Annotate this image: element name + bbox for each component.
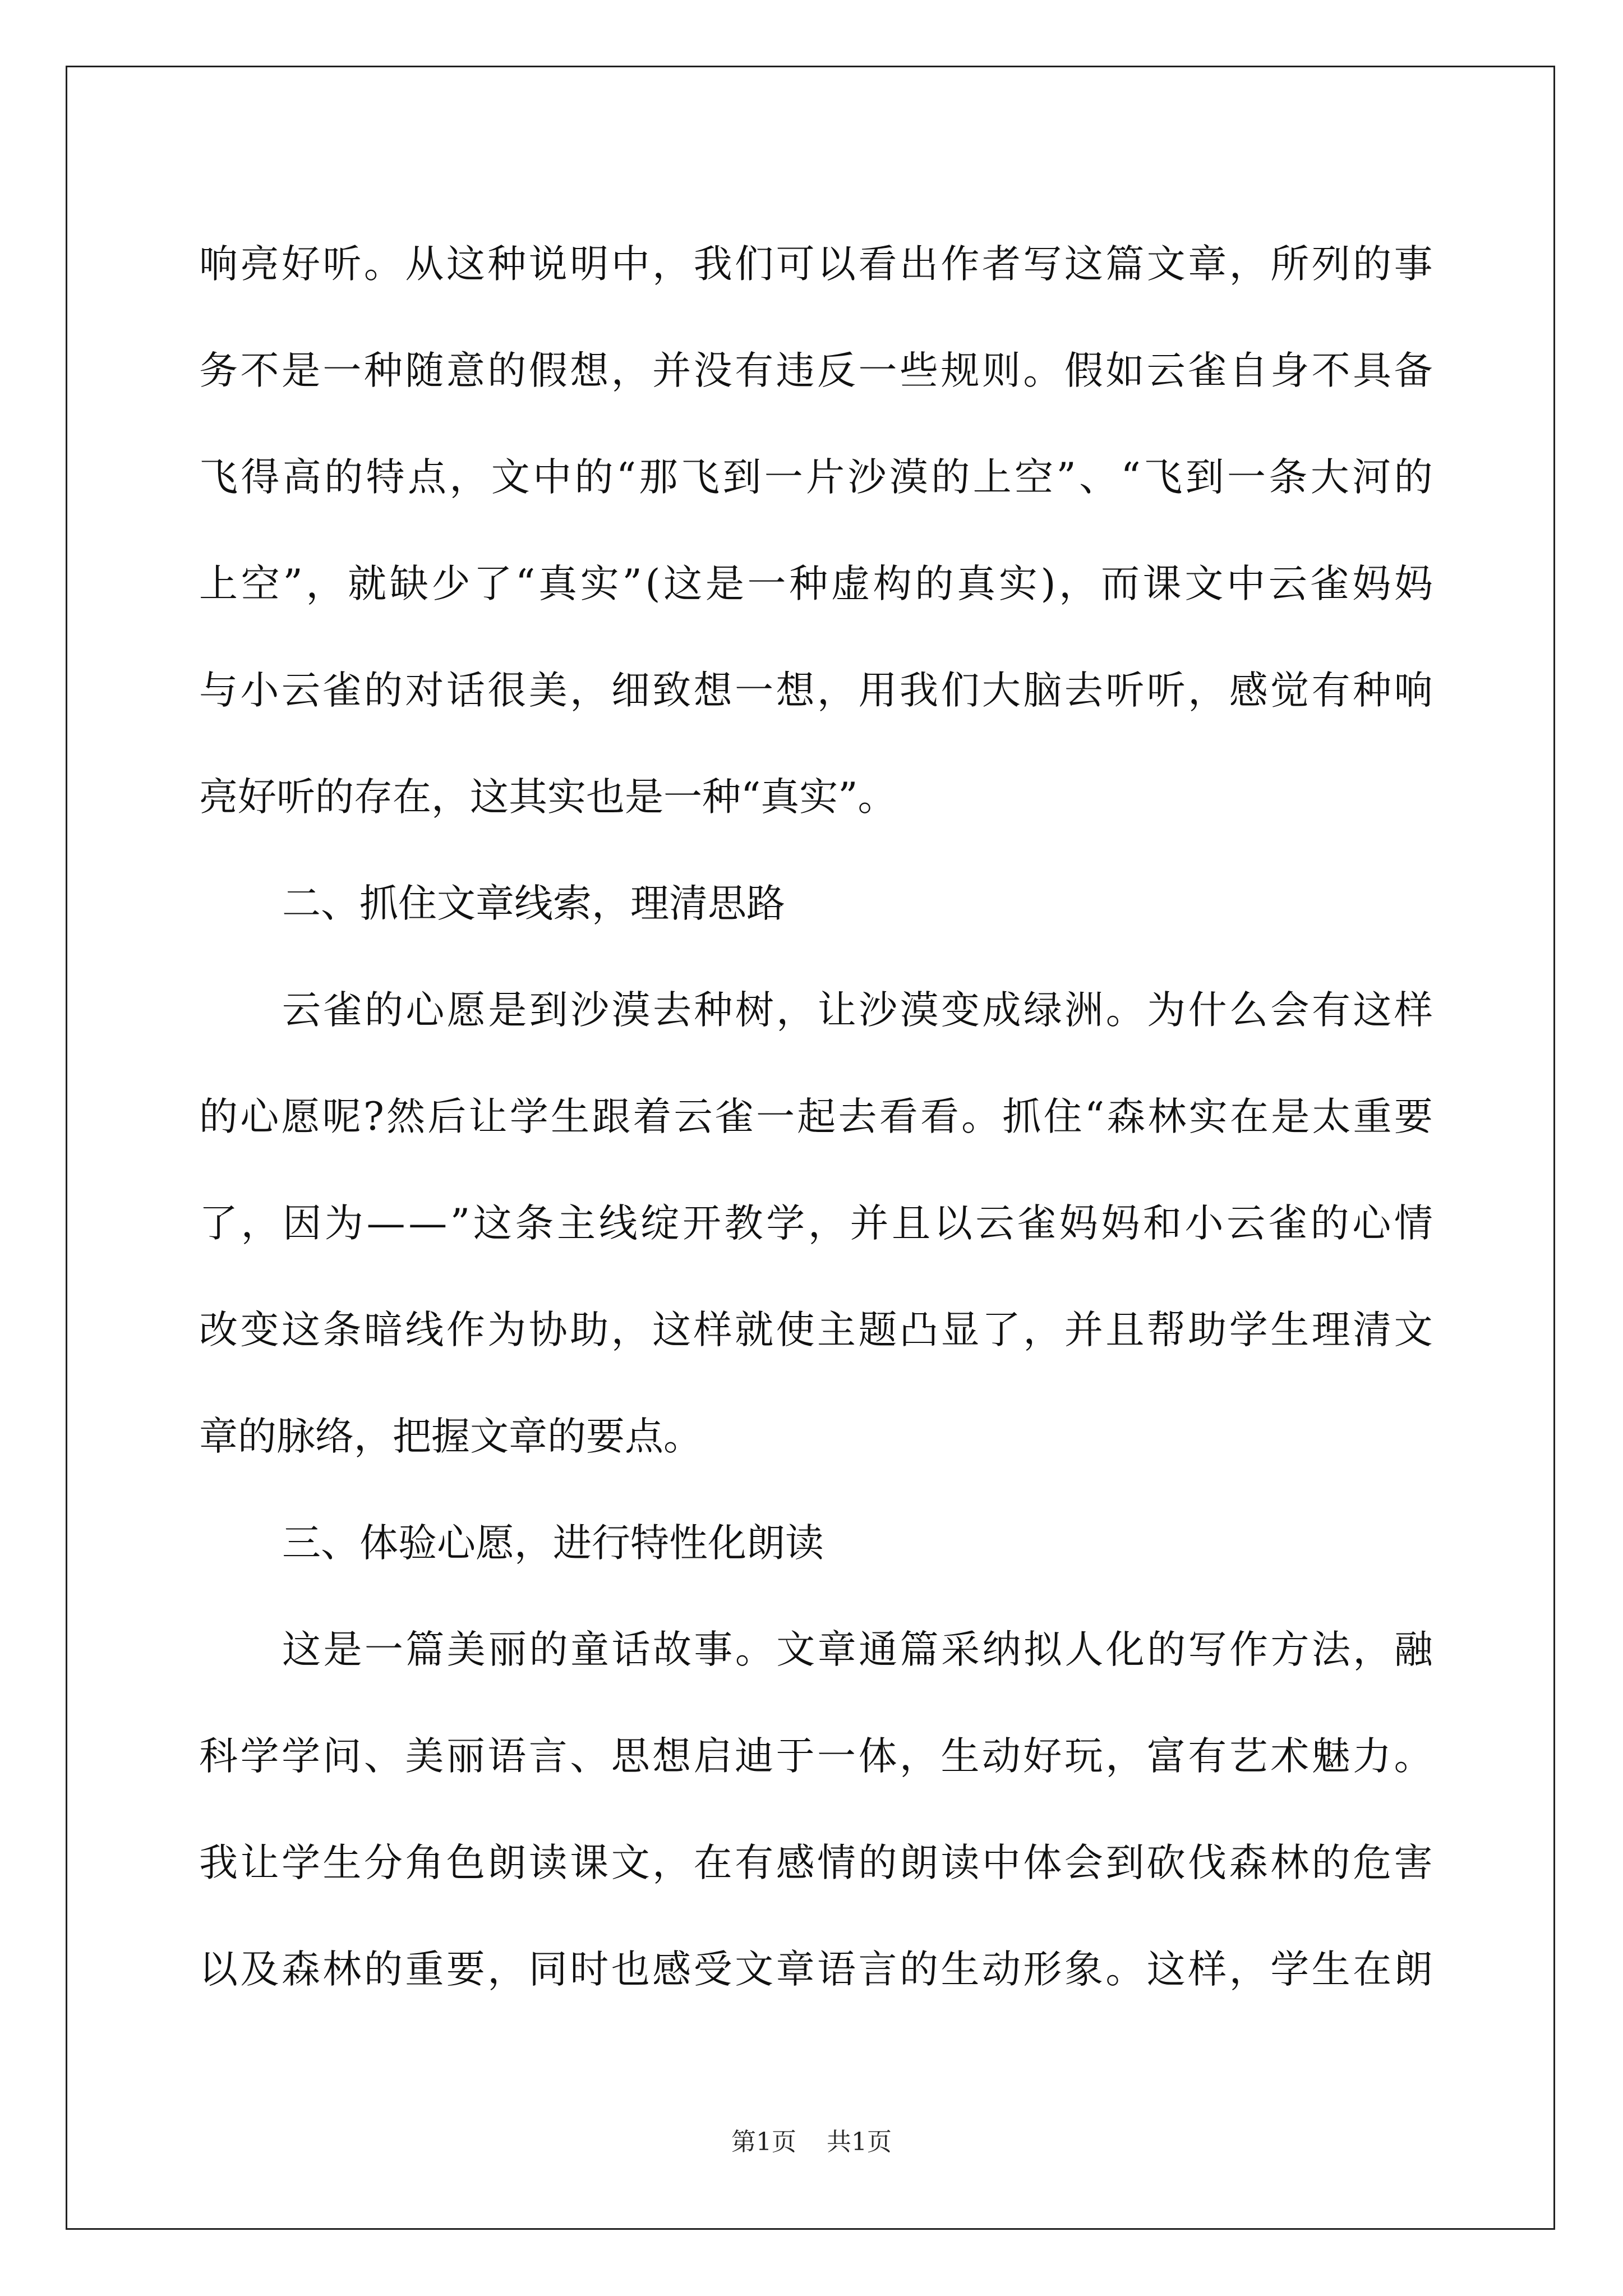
text-line: 这 是 一 篇 美 丽 的 童 话 故 事 。 文 章 通 篇 采 纳 拟 人 化 的 写 作 方 法 ， 融: [282, 1627, 1433, 1672]
document-body: [199, 211, 1433, 2023]
text-line: 章的脉络，把握文章的要点。: [199, 1414, 702, 1459]
text-line: 响 亮 好 听 。 从 这 种 说 明 中 ， 我 们 可 以 看 出 作 者 写 这 篇 文 章 ， 所 列 的 事: [199, 242, 1433, 287]
text-line: 务 不 是 一 种 随 意 的 假 想 ， 并 没 有 违 反 一 些 规 则 。 假 如 云 雀 自 身 不 具 备: [199, 348, 1433, 393]
text-line: 亮好听的存在，这其实也是一种“真实”。: [199, 775, 897, 820]
text-line: 改 变 这 条 暗 线 作 为 协 助 ， 这 样 就 使 主 题 凸 显 了 ， 并 且 帮 助 学 生 理 清 文: [199, 1308, 1433, 1352]
section-heading: 二、抓住文章线索，理清思路: [282, 881, 785, 926]
text-line: 与 小 云 雀 的 对 话 很 美 ， 细 致 想 一 想 ， 用 我 们 大 脑 去 听 听 ， 感 觉 有 种 响: [199, 668, 1433, 713]
section-heading: 三、体验心愿，进行特性化朗读: [282, 1521, 824, 1566]
text-line: 上 空 ” ， 就 缺 少 了 “ 真 实 ” ( 这 是 一 种 虚 构 的 真 实 ) ， 而 课 文 中 云 雀 妈 妈: [199, 562, 1433, 606]
text-line: 的 心 愿 呢 ? 然 后 让 学 生 跟 着 云 雀 一 起 去 看 看 。 抓 住 “ 森 林 实 在 是 太 重 要: [199, 1094, 1433, 1139]
page-number: 第1页: [731, 2128, 796, 2156]
text-line: 我 让 学 生 分 角 色 朗 读 课 文 ， 在 有 感 情 的 朗 读 中 体 会 到 砍 伐 森 林 的 危 害: [199, 1841, 1433, 1885]
text-line: 云 雀 的 心 愿 是 到 沙 漠 去 种 树 ， 让 沙 漠 变 成 绿 洲 。 为 什 么 会 有 这 样: [282, 988, 1433, 1033]
page-footer: [0, 2122, 1623, 2157]
page-total: 共1页: [827, 2128, 892, 2156]
text-line: 了 ， 因 为 — — ” 这 条 主 线 绽 开 教 学 ， 并 且 以 云 雀 妈 妈 和 小 云 雀 的 心 情: [199, 1201, 1433, 1246]
text-line: 飞 得 高 的 特 点 ， 文 中 的 “ 那 飞 到 一 片 沙 漠 的 上 空 ” 、 “ 飞 到 一 条 大 河 的: [199, 455, 1433, 500]
text-line: 科 学 学 问 、 美 丽 语 言 、 思 想 启 迪 于 一 体 ， 生 动 好 玩 ， 富 有 艺 术 魅 力 。: [199, 1734, 1433, 1779]
text-line: 以 及 森 林 的 重 要 ， 同 时 也 感 受 文 章 语 言 的 生 动 形 象 。 这 样 ， 学 生 在 朗: [199, 1947, 1433, 1992]
